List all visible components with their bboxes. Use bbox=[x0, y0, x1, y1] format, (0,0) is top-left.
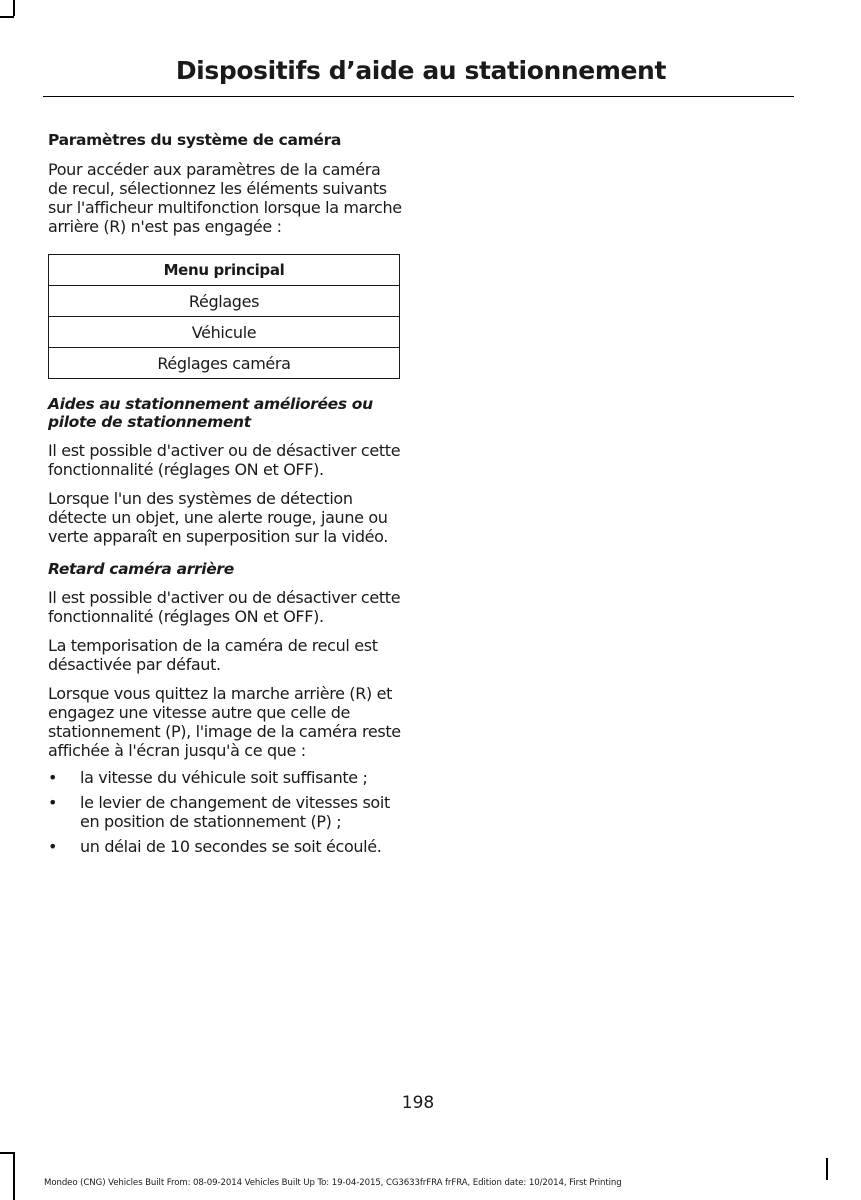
menu-table-row: Réglages bbox=[49, 286, 400, 317]
menu-table-row: Réglages caméra bbox=[49, 348, 400, 379]
page-title: Dispositifs d’aide au stationnement bbox=[175, 56, 666, 85]
camera-settings-heading: Paramètres du système de caméra bbox=[48, 131, 341, 149]
crop-mark-bottom-left-horizontal bbox=[0, 1152, 14, 1154]
rear-camera-delay-p1: Il est possible d'activer ou de désactiver cette fonctionnalité (réglages ON et OFF). bbox=[48, 588, 401, 626]
enhanced-park-aid-heading: Aides au stationnement améliorées ou pilote de stationnement bbox=[48, 395, 373, 431]
crop-mark-top-left-horizontal bbox=[0, 16, 14, 18]
camera-settings-intro: Pour accéder aux paramètres de la caméra de recul, sélectionnez les éléments suivants sur l'afficheur multifonction lorsque la marche arrière (R) n'est pas engagée : bbox=[48, 160, 402, 236]
rear-camera-delay-bullet-list bbox=[48, 768, 403, 856]
menu-table-row: Véhicule bbox=[49, 317, 400, 348]
crop-mark-top-left-vertical bbox=[13, 0, 15, 16]
rear-camera-delay-heading: Retard caméra arrière bbox=[48, 560, 234, 578]
rear-camera-delay-p3: Lorsque vous quittez la marche arrière (R) et engagez une vitesse autre que celle de stationnement (P), l'image de la caméra reste affichée à l'écran jusqu'à ce que : bbox=[48, 684, 401, 760]
list-item bbox=[48, 768, 403, 787]
footer-print-info: Mondeo (CNG) Vehicles Built From: 08-09-2014 Vehicles Built Up To: 19-04-2015, CG3633frFRA frFRA, Edition date: 10/2014, First Printing bbox=[44, 1178, 622, 1188]
list-item bbox=[48, 837, 403, 856]
menu-table-header: Menu principal bbox=[49, 255, 400, 286]
bullet-marker: • bbox=[48, 837, 58, 856]
list-item-text: le levier de changement de vitesses soit en position de stationnement (P) ; bbox=[80, 793, 390, 831]
list-item-text: la vitesse du véhicule soit suffisante ; bbox=[80, 768, 368, 787]
enhanced-park-aid-p1: Il est possible d'activer ou de désactiver cette fonctionnalité (réglages ON et OFF). bbox=[48, 441, 401, 479]
list-item bbox=[48, 793, 403, 831]
crop-mark-bottom-left-vertical bbox=[13, 1152, 15, 1200]
list-item-text: un délai de 10 secondes se soit écoulé. bbox=[80, 837, 382, 856]
page-number: 198 bbox=[401, 1093, 435, 1113]
bullet-marker: • bbox=[48, 768, 58, 787]
bullet-marker: • bbox=[48, 793, 58, 812]
main-column bbox=[48, 131, 403, 862]
crop-mark-bottom-right-vertical bbox=[826, 1158, 828, 1180]
menu-table bbox=[48, 254, 400, 379]
rear-camera-delay-p2: La temporisation de la caméra de recul est désactivée par défaut. bbox=[48, 636, 378, 674]
header-rule bbox=[43, 96, 794, 97]
enhanced-park-aid-p2: Lorsque l'un des systèmes de détection détecte un objet, une alerte rouge, jaune ou verte apparaît en superposition sur la vidéo. bbox=[48, 489, 389, 546]
